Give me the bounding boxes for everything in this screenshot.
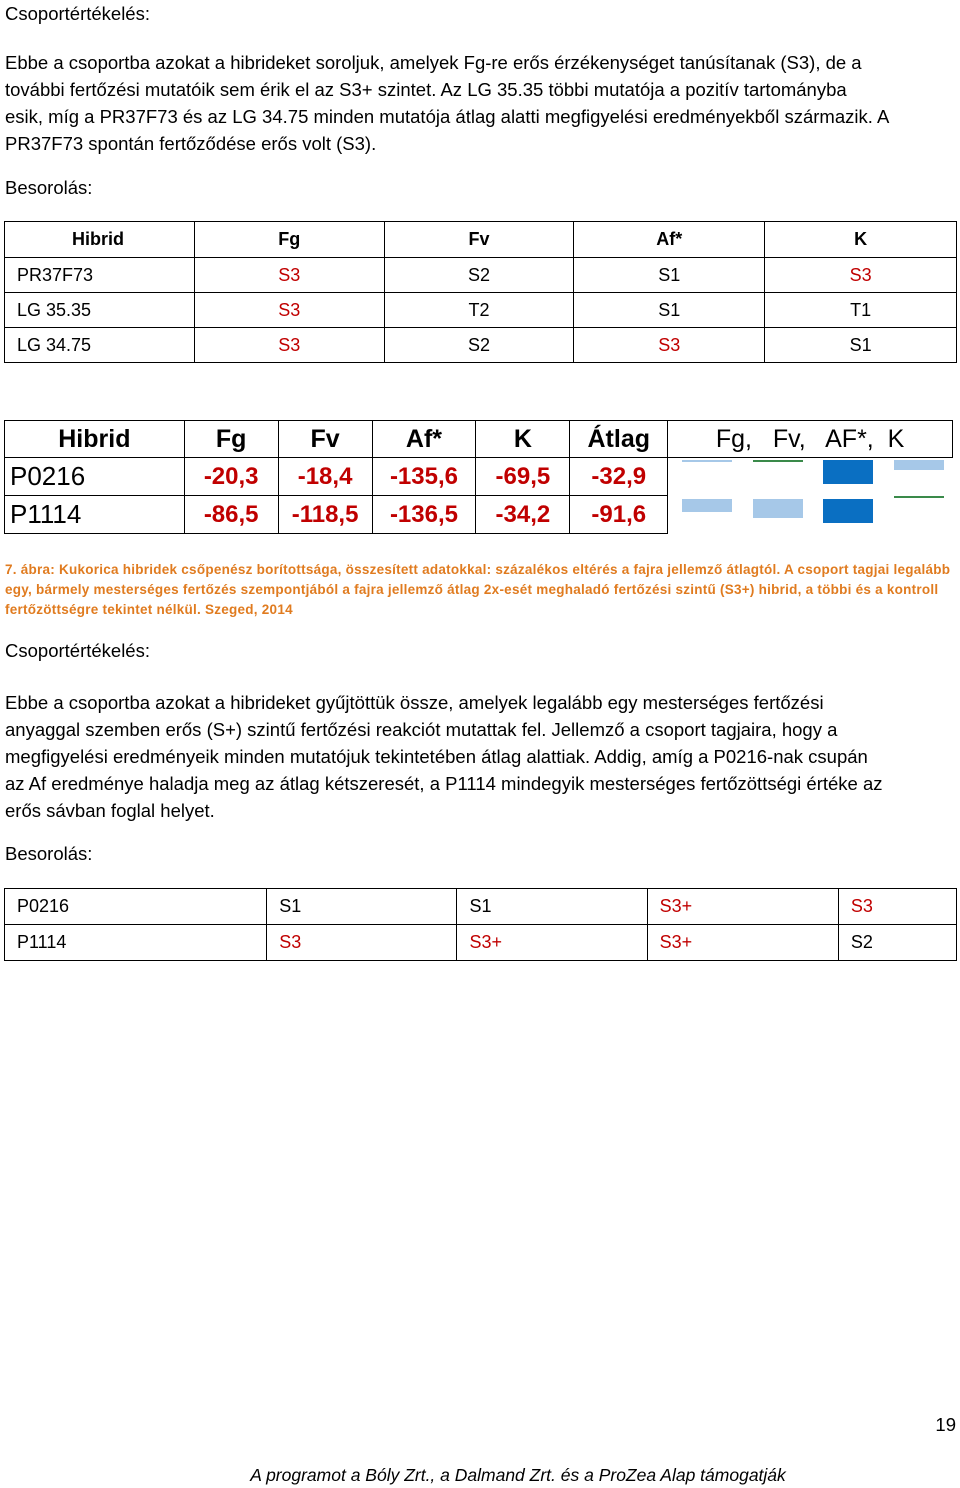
value-cell: -69,5 <box>476 458 570 496</box>
cell: S3 <box>765 258 957 293</box>
bar-fv <box>753 460 803 462</box>
cell: S1 <box>457 889 647 925</box>
section2-besorolas-label: Besorolás: <box>5 843 93 864</box>
header-cell: Af* <box>372 421 476 458</box>
header-cell: Átlag <box>570 421 668 458</box>
cell: S2 <box>384 328 574 363</box>
header-cell: Fv <box>384 222 574 258</box>
cell: S3 <box>194 328 384 363</box>
table-header-row <box>5 222 957 258</box>
bar-k <box>894 496 944 498</box>
cell: S3+ <box>647 925 838 961</box>
cell: S3+ <box>647 889 838 925</box>
cell: LG 34.75 <box>5 328 195 363</box>
classification-table-2 <box>4 888 957 961</box>
infection-deviation-table <box>4 420 953 534</box>
bar-af <box>823 499 873 523</box>
para-line: esik, míg a PR37F73 és az LG 34.75 minden mutatója átlag alatti megfigyelési eredményekből származik. A <box>5 106 890 127</box>
cell: S3 <box>194 293 384 328</box>
para-line: erős sávban foglal helyet. <box>5 800 215 821</box>
value-cell: -32,9 <box>570 458 668 496</box>
value-cell: -20,3 <box>184 458 278 496</box>
table-row <box>5 925 957 961</box>
cell: P0216 <box>5 889 267 925</box>
value-cell: -86,5 <box>184 496 278 534</box>
cell: S3 <box>267 925 457 961</box>
para-line: Ebbe a csoportba azokat a hibrideket soroljuk, amelyek Fg-re erős érzékenységet tanúsítanak (S3), de a <box>5 52 862 73</box>
cell: S3 <box>194 258 384 293</box>
page-footer: A programot a Bóly Zrt., a Dalmand Zrt. és a ProZea Alap támogatják <box>250 1465 786 1485</box>
value-cell: -18,4 <box>278 458 372 496</box>
bars-header-cell: Fg, Fv, AF*, K <box>668 421 953 458</box>
para-line: PR37F73 spontán fertőződése erős volt (S3). <box>5 133 377 154</box>
section2-heading: Csoportértékelés: <box>5 640 150 661</box>
table-row <box>5 889 957 925</box>
value-cell: -34,2 <box>476 496 570 534</box>
header-cell: Af* <box>574 222 765 258</box>
header-cell: Hibrid <box>5 421 185 458</box>
para-line: további fertőzési mutatóik sem érik el az S3+ szintet. Az LG 35.35 többi mutatója a pozitív tartományba <box>5 79 847 100</box>
bars-cell-p1114 <box>668 496 953 534</box>
cell: T2 <box>384 293 574 328</box>
table-row <box>5 328 957 363</box>
page-number: 19 <box>935 1414 956 1435</box>
para-line: anyaggal szemben erős (S+) szintű fertőzési reakciót mutattak fel. Jellemző a csoport tagjaira, hogy a <box>5 719 838 740</box>
header-cell: Fg <box>194 222 384 258</box>
bar-k <box>894 460 944 470</box>
section2-paragraph <box>5 689 955 824</box>
cell: S1 <box>267 889 457 925</box>
cell: LG 35.35 <box>5 293 195 328</box>
para-line: az Af eredménye haladja meg az átlag kétszeresét, a P1114 mindegyik mesterséges fertőzöttségi értéke az <box>5 773 883 794</box>
figure-caption: 7. ábra: Kukorica hibridek csőpenész borítottsága, összesített adatokkal: százalékos eltérés a fajra jellemző átlagtól. A csoport tagjai legalább egy, bármely mesterséges fertőzés szempontjából a fajra jellemző átlag 2x-esét meghaladó fertőzési szintű (S3+) hibrid, a többi és a kontroll fertőzöttségre tekintet nélkül. Szeged, 2014 <box>5 562 951 617</box>
header-cell: Fg <box>184 421 278 458</box>
header-cell: K <box>476 421 570 458</box>
header-cell: Fv <box>278 421 372 458</box>
header-cell: Hibrid <box>5 222 195 258</box>
bar-fg <box>682 460 732 462</box>
classification-table-1 <box>4 221 957 363</box>
cell: S2 <box>838 925 956 961</box>
cell: P1114 <box>5 925 267 961</box>
cell: S3 <box>574 328 765 363</box>
value-cell: -91,6 <box>570 496 668 534</box>
table-header-row <box>5 421 953 458</box>
value-cell: -136,5 <box>372 496 476 534</box>
section1-besorolas-label: Besorolás: <box>5 177 93 198</box>
bar-fg <box>682 499 732 512</box>
section1-paragraph <box>5 49 955 157</box>
para-line: Ebbe a csoportba azokat a hibrideket gyűjtöttük össze, amelyek legalább egy mesterséges fertőzési <box>5 692 824 713</box>
table-row <box>5 258 957 293</box>
section1-heading: Csoportértékelés: <box>5 3 150 24</box>
table-row <box>5 293 957 328</box>
table-row <box>5 458 953 496</box>
hibrid-cell: P1114 <box>5 496 185 534</box>
hibrid-cell: P0216 <box>5 458 185 496</box>
table-row <box>5 496 953 534</box>
para-line: megfigyelési eredményeik minden mutatójuk tekintetében átlag alattiak. Addig, amíg a P0216-nak csupán <box>5 746 868 767</box>
header-cell: K <box>765 222 957 258</box>
bars-cell-p0216 <box>668 458 953 496</box>
value-cell: -135,6 <box>372 458 476 496</box>
cell: S1 <box>574 293 765 328</box>
value-cell: -118,5 <box>278 496 372 534</box>
cell: S2 <box>384 258 574 293</box>
cell: S1 <box>574 258 765 293</box>
bar-fv <box>753 499 803 518</box>
cell: S3 <box>838 889 956 925</box>
cell: S3+ <box>457 925 647 961</box>
cell: PR37F73 <box>5 258 195 293</box>
bar-af <box>823 460 873 484</box>
cell: S1 <box>765 328 957 363</box>
cell: T1 <box>765 293 957 328</box>
